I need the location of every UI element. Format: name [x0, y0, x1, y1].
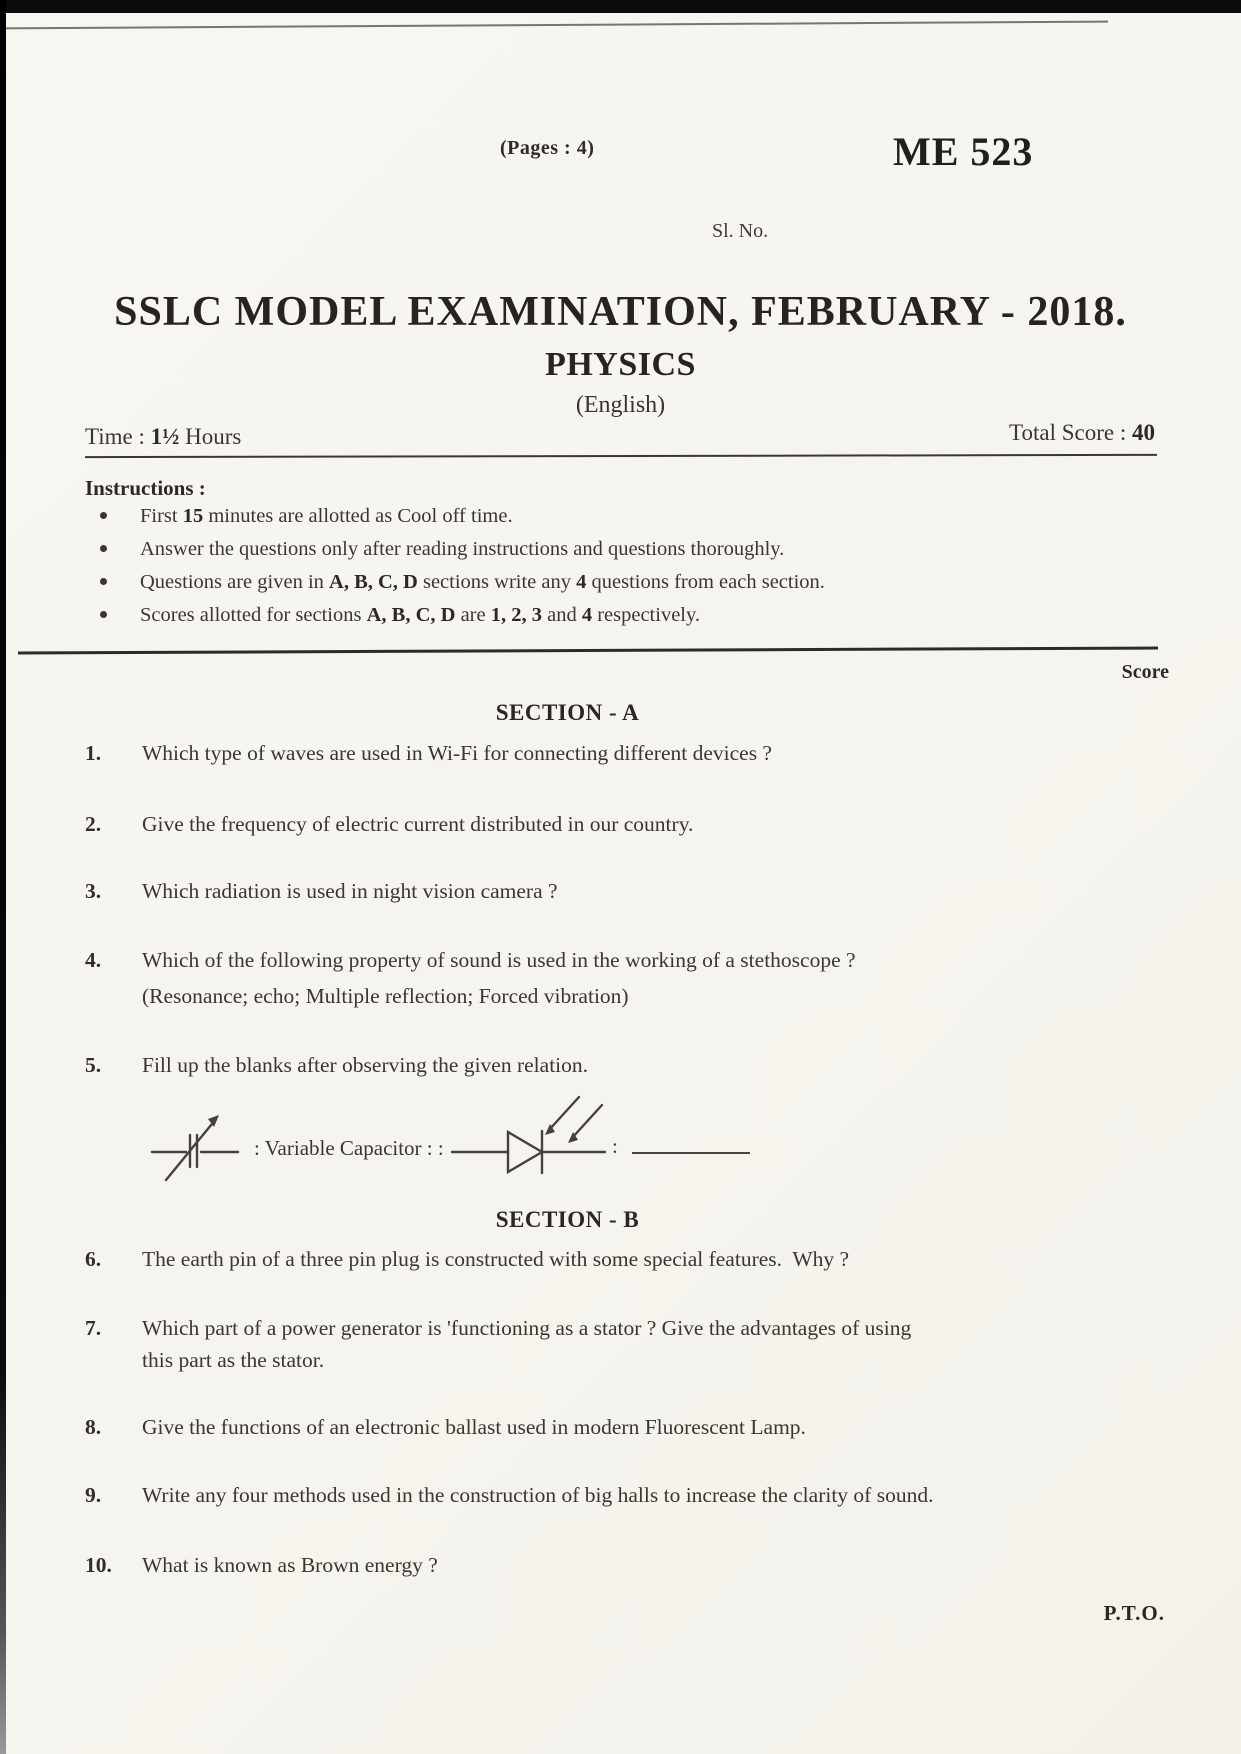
- question-text-continued: this part as the stator.: [142, 1348, 325, 1372]
- photodiode-symbol: [450, 1090, 620, 1185]
- question-row: [85, 1483, 933, 1508]
- answer-blank-line: [632, 1126, 750, 1154]
- relation-colon: :: [612, 1134, 618, 1158]
- section-a-heading: SECTION - A: [495, 700, 640, 725]
- total-score: Total Score : 40: [1009, 420, 1155, 445]
- question-number: 8.: [85, 1415, 102, 1439]
- question-row: [85, 1553, 438, 1578]
- q5-relation-diagram: [150, 1090, 790, 1190]
- pto-label: P.T.O.: [1103, 1601, 1165, 1625]
- question-number: 3.: [85, 879, 102, 903]
- instruction-text: First 15 minutes are allotted as Cool off time.: [140, 505, 513, 527]
- instruction-item: [100, 571, 825, 594]
- question-row: [85, 948, 856, 973]
- question-text: Which part of a power generator is 'functioning as a stator ? Give the advantages of using: [142, 1316, 912, 1340]
- question-text: Write any four methods used in the construction of big halls to increase the clarity of sound.: [142, 1483, 934, 1507]
- question-row: [85, 812, 693, 837]
- instruction-item: [100, 538, 784, 561]
- question-text: Which radiation is used in night vision camera ?: [142, 879, 558, 903]
- question-row: [85, 1415, 806, 1440]
- instruction-item: [100, 505, 513, 528]
- instruction-text: Questions are given in A, B, C, D sections write any 4 questions from each section.: [140, 571, 825, 593]
- bullet-icon: [100, 578, 107, 585]
- question-number: 4.: [85, 948, 102, 972]
- instruction-item: [100, 604, 700, 627]
- question-text: Which of the following property of sound is used in the working of a stethoscope ?: [142, 948, 856, 972]
- question-text: Fill up the blanks after observing the given relation.: [142, 1053, 589, 1077]
- section-b-heading: SECTION - B: [495, 1207, 640, 1232]
- paper-code: ME 523: [893, 129, 1034, 174]
- section-rule: [18, 647, 1158, 655]
- question-row: [85, 741, 772, 766]
- exam-title: SSLC MODEL EXAMINATION, FEBRUARY - 2018.: [114, 289, 1127, 335]
- question-row: [85, 1316, 911, 1341]
- bullet-icon: [100, 545, 107, 552]
- question-text: What is known as Brown energy ?: [142, 1553, 438, 1577]
- scan-artifact-line: [0, 21, 1108, 30]
- subject-title: PHYSICS: [545, 346, 696, 383]
- question-text-continued: (Resonance; echo; Multiple reflection; Forced vibration): [142, 984, 629, 1008]
- variable-capacitor-symbol: [150, 1104, 250, 1188]
- pages-note: (Pages : 4): [500, 137, 595, 159]
- instructions-heading: Instructions :: [85, 476, 206, 500]
- question-row: [85, 1247, 849, 1272]
- relation-label: : Variable Capacitor : :: [254, 1136, 444, 1160]
- header-rule: [85, 454, 1157, 458]
- question-text: The earth pin of a three pin plug is constructed with some special features. Why ?: [142, 1247, 850, 1271]
- time-allowed: Time : 1½ Hours: [85, 424, 242, 449]
- question-row: [85, 879, 558, 904]
- scan-top-edge: [0, 0, 1241, 13]
- instruction-text: Answer the questions only after reading instructions and questions thoroughly.: [140, 538, 785, 560]
- scan-left-edge: [0, 0, 6, 1754]
- question-text: Give the functions of an electronic ballast used in modern Fluorescent Lamp.: [142, 1415, 806, 1439]
- bullet-icon: [100, 611, 107, 618]
- question-number: 1.: [85, 741, 102, 765]
- question-number: 6.: [85, 1247, 102, 1271]
- bullet-icon: [100, 512, 107, 519]
- medium-note: (English): [575, 392, 666, 418]
- question-number: 2.: [85, 812, 102, 836]
- score-column-label: Score: [1121, 661, 1169, 683]
- question-text: Give the frequency of electric current distributed in our country.: [142, 812, 694, 836]
- question-number: 9.: [85, 1483, 102, 1507]
- instruction-text: Scores allotted for sections A, B, C, D are 1, 2, 3 and 4 respectively.: [140, 604, 701, 626]
- serial-number-label: Sl. No.: [712, 220, 769, 242]
- question-number: 5.: [85, 1053, 102, 1077]
- question-row: [85, 1053, 588, 1078]
- question-number: 7.: [85, 1316, 102, 1340]
- question-number: 10.: [85, 1553, 112, 1577]
- question-text: Which type of waves are used in Wi-Fi for connecting different devices ?: [142, 741, 772, 765]
